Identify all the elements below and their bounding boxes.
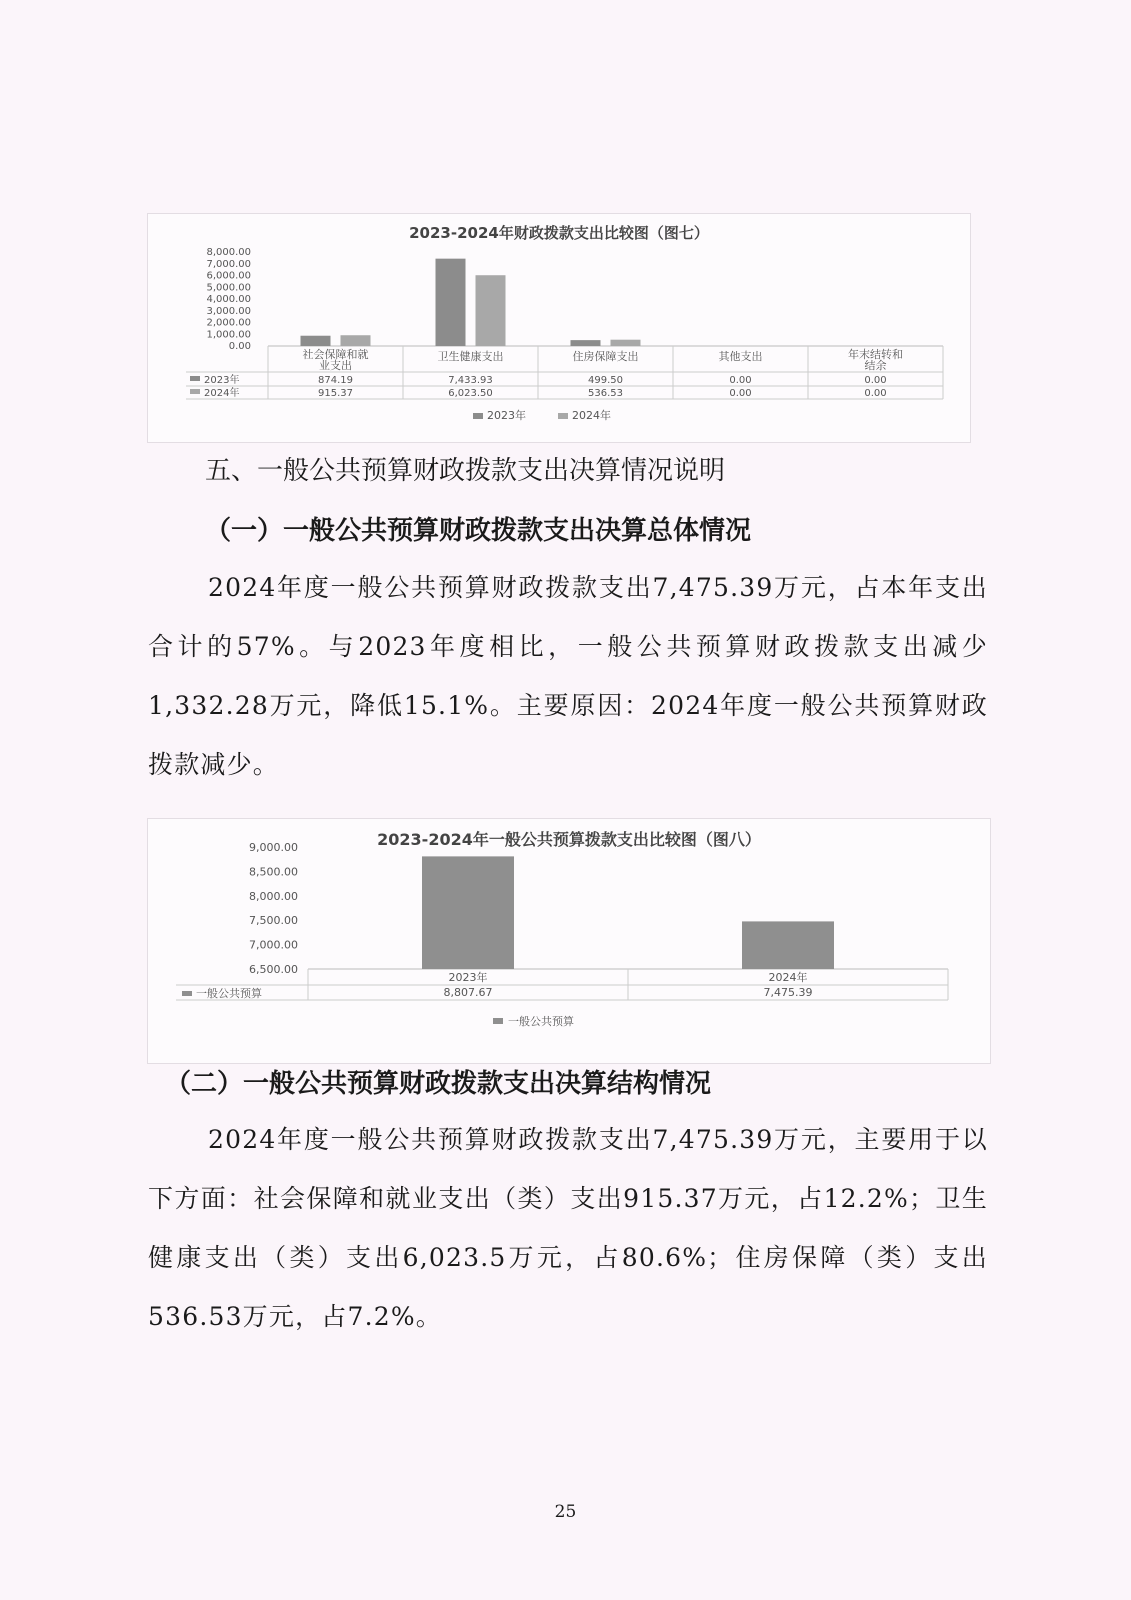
chart7-ytick-label: 8,000.00	[206, 247, 251, 258]
chart8-ytick-label: 8,000.00	[249, 889, 298, 903]
chart7-ytick-label: 6,000.00	[206, 270, 251, 282]
chart7-plot	[148, 214, 970, 442]
chart7-table-series-label: 2023年	[204, 375, 240, 386]
chart7-legend-label: 2023年	[487, 409, 526, 422]
chart7-data-label: 874.19	[318, 375, 353, 386]
chart7-legend-swatch	[558, 413, 568, 419]
chart7-data-label: 536.53	[588, 388, 623, 399]
chart7-data-label: 7,433.93	[448, 375, 493, 386]
chart7-bar-2024年	[476, 275, 506, 346]
chart7-ytick-label: 1,000.00	[206, 329, 251, 341]
chart-general-budget-comparison	[147, 818, 991, 1064]
chart8-data-label: 8,807.67	[443, 986, 493, 999]
chart7-category-label: 卫生健康支出	[437, 350, 504, 363]
chart7-table-legend-swatch	[190, 389, 200, 394]
sub2-heading: （二）一般公共预算财政拨款支出决算结构情况	[165, 1069, 712, 1099]
chart7-bar-2023年	[436, 259, 466, 346]
chart7-bar-2023年	[571, 340, 601, 346]
page-number: 25	[554, 1502, 577, 1522]
chart7-legend-label: 2024年	[572, 409, 611, 422]
chart8-ytick-label: 7,000.00	[249, 938, 298, 952]
chart7-bar-2023年	[301, 336, 331, 346]
chart8-category-label: 2023年	[448, 971, 488, 984]
chart7-ytick-label: 5,000.00	[206, 282, 251, 294]
chart8-ytick-label: 7,500.00	[249, 914, 298, 928]
chart7-data-label: 0.00	[864, 375, 887, 386]
chart7-data-label: 0.00	[729, 375, 752, 386]
chart7-table-series-label: 2024年	[204, 388, 240, 399]
chart7-data-label: 499.50	[588, 375, 623, 386]
chart8-category-label: 2024年	[768, 971, 808, 984]
chart7-ytick-label: 2,000.00	[206, 317, 251, 329]
chart8-table-legend-swatch	[182, 991, 192, 996]
chart7-category-label: 结余	[864, 359, 887, 372]
chart7-data-label: 0.00	[864, 388, 887, 399]
chart7-category-label: 住房保障支出	[572, 350, 639, 363]
chart7-table-legend-swatch	[190, 376, 200, 381]
sub2-paragraph: 2024年度一般公共预算财政拨款支出7,475.39万元，主要用于以下方面：社会保障和就业支出（类）支出915.37万元，占12.2%；卫生健康支出（类）支出6,023.5万元，占80.6%；住房保障（类）支出536.53万元，占7.2%。	[148, 1125, 988, 1331]
chart7-category-label: 业支出	[319, 359, 352, 372]
chart8-plot	[148, 819, 990, 1063]
chart7-ytick-label: 7,000.00	[206, 258, 251, 270]
chart7-ytick-label: 4,000.00	[206, 294, 251, 305]
chart7-data-label: 915.37	[318, 388, 353, 399]
chart8-title: 2023-2024年一般公共预算拨款支出比较图（图八）	[377, 830, 761, 849]
chart8-ytick-label: 9,000.00	[249, 841, 298, 854]
chart8-bar	[422, 856, 514, 969]
chart8-legend-label: 一般公共预算	[508, 1015, 574, 1028]
chart8-bar	[742, 921, 834, 969]
chart7-ytick-label: 3,000.00	[206, 305, 251, 317]
chart8-data-label: 7,475.39	[763, 986, 813, 999]
chart7-bar-2024年	[341, 335, 371, 346]
sub1-paragraph: 2024年度一般公共预算财政拨款支出7,475.39万元，占本年支出合计的57%。与2023年度相比，一般公共预算财政拨款支出减少1,332.28万元，降低15.1%。主要原因：2024年度一般公共预算财政拨款减少。	[148, 573, 988, 779]
chart-financial-appropriation-comparison	[147, 213, 971, 443]
chart8-table-series-label: 一般公共预算	[196, 987, 262, 1000]
chart7-bar-2024年	[611, 340, 641, 346]
chart8-ytick-label: 8,500.00	[249, 865, 298, 879]
chart7-ytick-label: 0.00	[228, 341, 251, 352]
section5-heading: 五、一般公共预算财政拨款支出决算情况说明	[205, 456, 726, 486]
chart7-data-label: 6,023.50	[448, 388, 493, 399]
chart7-category-label: 社会保障和就	[302, 348, 369, 361]
chart8-ytick-label: 6,500.00	[249, 963, 298, 976]
chart7-legend-swatch	[473, 413, 483, 419]
sub1-heading: （一）一般公共预算财政拨款支出决算总体情况	[205, 516, 752, 546]
chart8-legend-swatch	[493, 1018, 503, 1024]
chart7-data-label: 0.00	[729, 388, 752, 399]
chart7-category-label: 年末结转和	[848, 348, 903, 361]
chart7-title: 2023-2024年财政拨款支出比较图（图七）	[409, 224, 709, 242]
chart7-category-label: 其他支出	[718, 350, 763, 363]
